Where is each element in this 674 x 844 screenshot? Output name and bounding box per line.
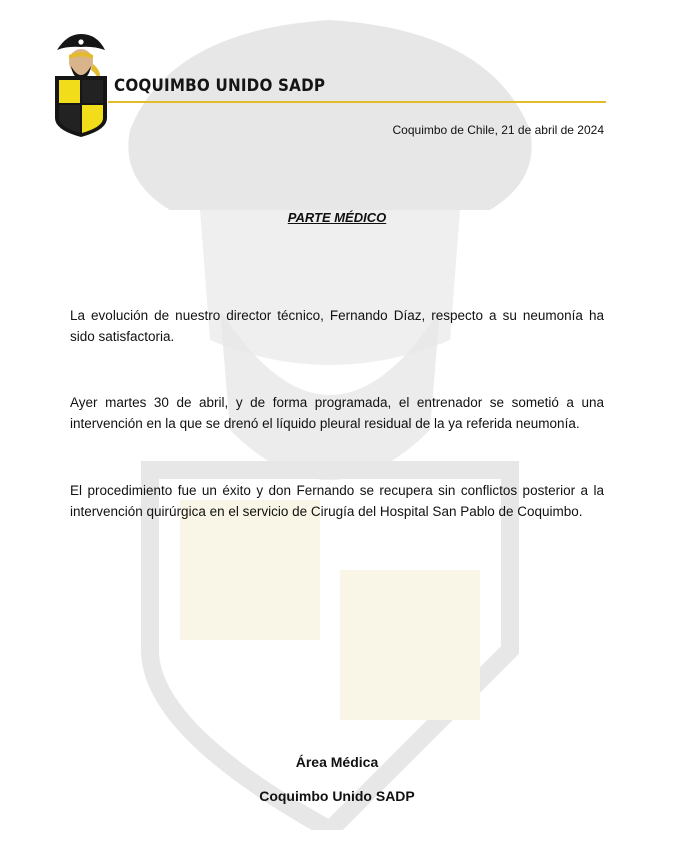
body-paragraph-1: La evolución de nuestro director técnico, Fernando Díaz, respecto a su neumonía ha sido satisfactoria. — [70, 308, 604, 344]
date-line: Coquimbo de Chile, 21 de abril de 2024 — [392, 123, 604, 137]
brand-name: COQUIMBO UNIDO SADP — [114, 76, 326, 95]
body-paragraph-2: Ayer martes 30 de abril, y de forma programada, el entrenador se sometió a una intervención en la que se drenó el líquido pleural residual de la ya referida neumonía. — [70, 395, 604, 431]
pirate-shield-logo-icon — [53, 32, 109, 138]
document-title: PARTE MÉDICO — [287, 210, 387, 225]
body-paragraph-3: El procedimiento fue un éxito y don Fernando se recupera sin conflictos posterior a la intervención quirúrgica en el servicio de Cirugía del Hospital San Pablo de Coquimbo. — [70, 483, 604, 519]
signature-organization: Coquimbo Unido SADP — [259, 788, 415, 804]
header-divider — [108, 101, 606, 103]
signature-department: Área Médica — [295, 754, 379, 770]
